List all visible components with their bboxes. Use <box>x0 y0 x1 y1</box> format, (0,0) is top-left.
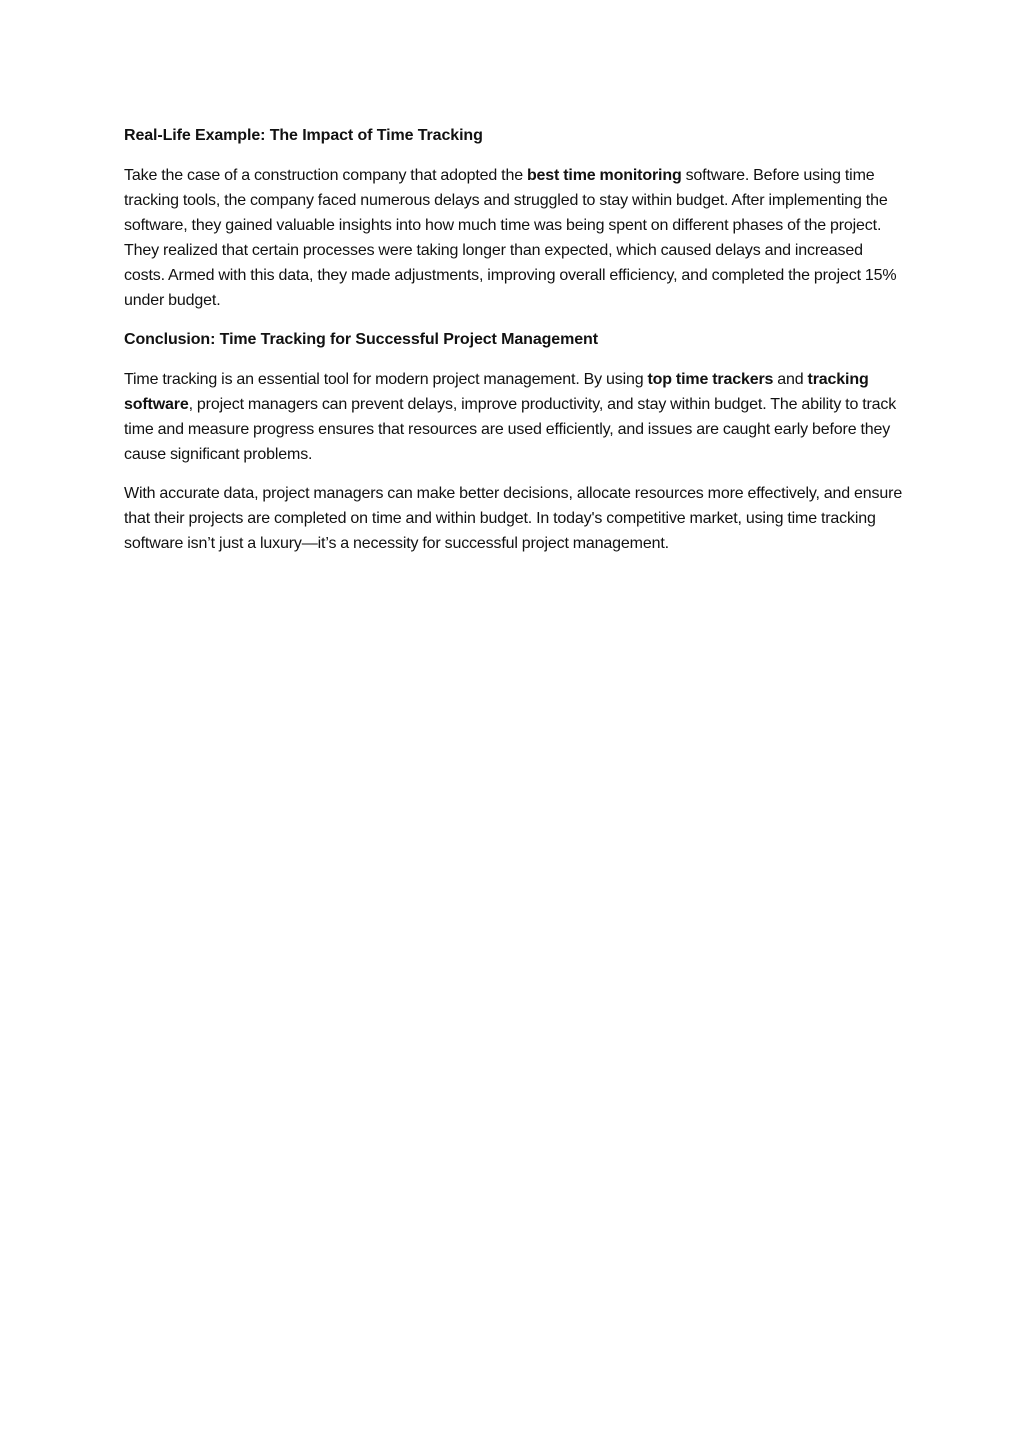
paragraph-conclusion-2: With accurate data, project managers can make better decisions, allocate resources more effectively, and ensure that their projects are completed on time and within budget. In today's competitive market, using time tracking software isn’t just a luxury—it’s a necessity for successful project management. <box>124 485 903 552</box>
section-heading-real-life-example: Real-Life Example: The Impact of Time Tracking <box>124 127 483 144</box>
document-page <box>124 124 904 556</box>
paragraph-conclusion-1 <box>124 367 904 467</box>
paragraph-text: Take the case of a construction company that adopted the <box>124 167 527 184</box>
paragraph-text: and <box>773 371 808 388</box>
bold-term-best-time-monitoring: best time monitoring <box>526 167 682 184</box>
section-heading-conclusion: Conclusion: Time Tracking for Successful Project Management <box>124 331 598 348</box>
paragraph-text: software. Before using time tracking tools, the company faced numerous delays and struggled to stay within budget. After implementing the software, they gained valuable insights into how much time was being spent on different phases of the project. They realized that certain processes were taking longer than expected, which caused delays and increased costs. Armed with this data, they made adjustments, improving overall efficiency, and completed the project 15% under budget. <box>124 167 897 309</box>
paragraph-text: Time tracking is an essential tool for modern project management. By using <box>124 371 648 388</box>
paragraph-case-study <box>124 163 904 313</box>
bold-term-tracking-software: tracking software <box>124 371 869 413</box>
bold-term-top-time-trackers: top time trackers <box>647 371 774 388</box>
paragraph-text: , project managers can prevent delays, improve productivity, and stay within budget. The ability to track time and measure progress ensures that resources are used efficiently, and issues are caught early before they cause significant problems. <box>124 396 897 463</box>
